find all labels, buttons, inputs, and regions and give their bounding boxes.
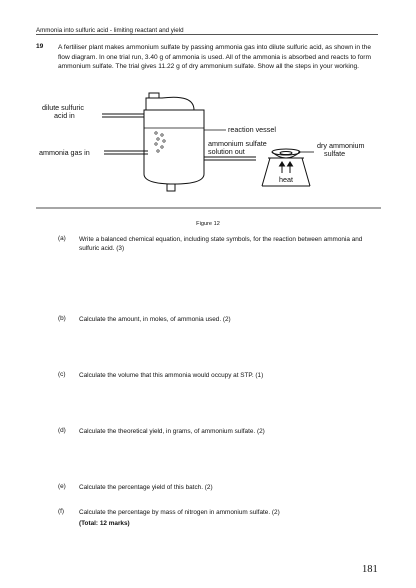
heat-label: heat bbox=[279, 175, 293, 184]
vessel-label: reaction vessel bbox=[228, 125, 276, 134]
dry-label-2: sulfate bbox=[324, 149, 346, 158]
figure-caption: Figure 12 bbox=[196, 221, 220, 227]
part-f-text: Calculate the percentage by mass of nitrogen in ammonium sulfate. (2) bbox=[79, 509, 280, 516]
acid-in-label-1: dilute sulfuric bbox=[42, 103, 84, 112]
acid-inlet-pipe bbox=[102, 114, 144, 117]
page-header: Ammonia into sulfuric acid - limiting reactant and yield bbox=[36, 27, 184, 34]
gas-bubbles bbox=[155, 132, 165, 152]
part-a-label: (a) bbox=[58, 235, 66, 242]
dry-label-1: dry ammonium bbox=[317, 141, 365, 150]
question-text: A fertiliser plant makes ammonium sulfate by passing ammonia gas into dilute sulfuric acid, as shown in the flow diagram. In one trial run, 3.40 g of ammonia is used. All of the ammonia is absorbed and reacts to form ammonium sulfate. The trial gives 11.22 g of dry ammonium sulfate. Show all the steps in your working. bbox=[58, 44, 371, 71]
part-d-label: (d) bbox=[58, 427, 66, 434]
solution-outlet-pipe bbox=[204, 157, 256, 160]
part-a-text: Write a balanced chemical equation, including state symbols, for the reaction between ammonia and sulfuric acid. (3) bbox=[79, 236, 363, 253]
question-number: 19 bbox=[36, 43, 44, 50]
solution-out-label-2: solution out bbox=[208, 147, 245, 156]
flow-diagram bbox=[36, 88, 386, 216]
total-marks: (Total: 12 marks) bbox=[79, 520, 130, 527]
solution-out-label-1: ammonium sulfate bbox=[208, 139, 267, 148]
reaction-vessel bbox=[144, 93, 204, 191]
part-c-text: Calculate the volume that this ammonia would occupy at STP. (1) bbox=[79, 372, 264, 379]
part-f-label: (f) bbox=[58, 508, 65, 515]
header-divider bbox=[36, 34, 378, 35]
heat-arrows bbox=[280, 162, 293, 173]
part-c-label: (c) bbox=[58, 371, 66, 378]
part-d-text: Calculate the theoretical yield, in grams, of ammonium sulfate. (2) bbox=[79, 428, 265, 435]
ammonia-inlet-pipe bbox=[104, 151, 148, 154]
ammonia-in-label: ammonia gas in bbox=[39, 148, 90, 157]
evaporating-dish bbox=[272, 149, 300, 158]
part-b-label: (b) bbox=[58, 315, 66, 322]
part-b-text: Calculate the amount, in moles, of ammonia used. (2) bbox=[79, 316, 231, 323]
part-e-label: (e) bbox=[58, 483, 66, 490]
part-e-text: Calculate the percentage yield of this batch. (2) bbox=[79, 484, 213, 491]
acid-in-label-2: acid in bbox=[54, 111, 75, 120]
page-number: 181 bbox=[362, 564, 378, 575]
